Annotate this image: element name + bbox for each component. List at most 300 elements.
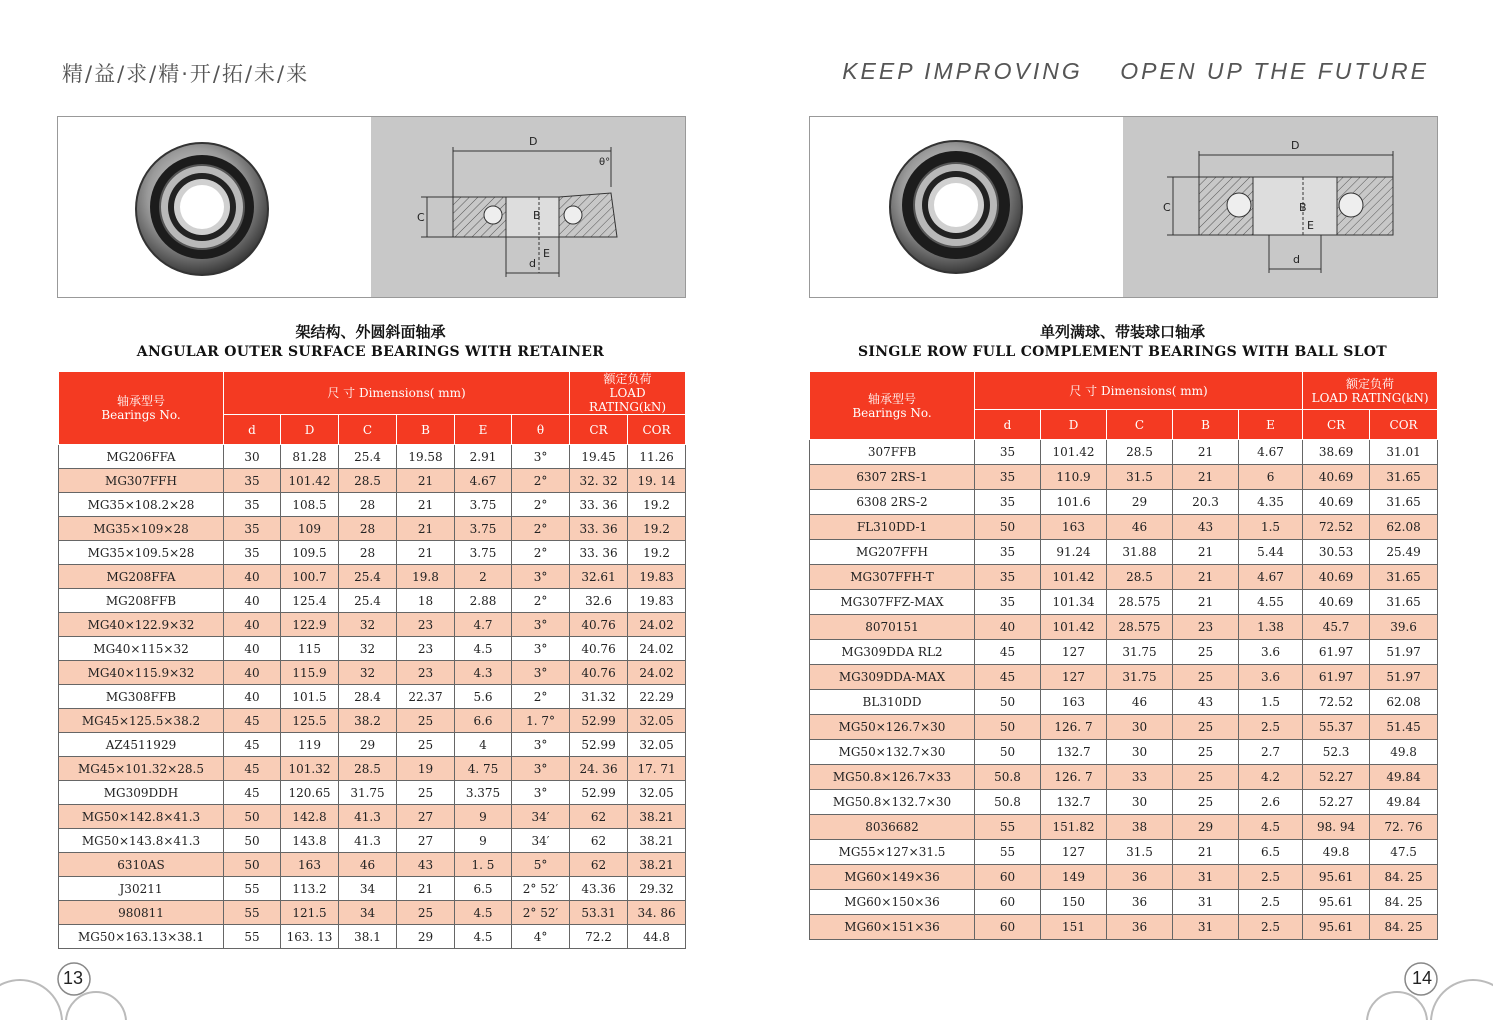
value-cell: 4.35 <box>1239 490 1303 515</box>
value-cell: 46 <box>339 853 397 877</box>
value-cell: 21 <box>1173 840 1239 865</box>
value-cell: 1.38 <box>1239 615 1303 640</box>
bearing-model-cell: MG35×108.2×28 <box>59 493 224 517</box>
value-cell: 45 <box>224 709 281 733</box>
value-cell: 163 <box>1041 515 1107 540</box>
value-cell: 2.6 <box>1239 790 1303 815</box>
column-header: B <box>1173 410 1239 440</box>
value-cell: 31 <box>1173 865 1239 890</box>
value-cell: 21 <box>397 541 455 565</box>
bearing-model-cell: MG307FFH <box>59 469 224 493</box>
right-page <box>746 0 1493 1020</box>
value-cell: 60 <box>975 865 1041 890</box>
value-cell: 49.8 <box>1303 840 1370 865</box>
value-cell: 125.4 <box>281 589 339 613</box>
bearing-model-cell: MG50.8×132.7×30 <box>810 790 975 815</box>
value-cell: 52.27 <box>1303 790 1370 815</box>
value-cell: 3° <box>512 661 570 685</box>
value-cell: 40.76 <box>570 661 628 685</box>
value-cell: 2° 52′ <box>512 901 570 925</box>
value-cell: 30.53 <box>1303 540 1370 565</box>
value-cell: 132.7 <box>1041 740 1107 765</box>
header-slogan-cn: 精/益/求/精·开/拓/未/来 <box>62 62 310 86</box>
value-cell: 3° <box>512 637 570 661</box>
label-B: B <box>1299 201 1307 214</box>
header-dimensions: 尺 寸 Dimensions( mm) <box>224 372 570 415</box>
value-cell: 98. 94 <box>1303 815 1370 840</box>
value-cell: 9 <box>455 805 512 829</box>
value-cell: 36 <box>1107 890 1173 915</box>
value-cell: 21 <box>1173 540 1239 565</box>
value-cell: 25.49 <box>1370 540 1438 565</box>
value-cell: 2° <box>512 469 570 493</box>
bearing-model-cell: MG206FFA <box>59 445 224 469</box>
value-cell: 35 <box>975 590 1041 615</box>
table-row <box>810 840 1438 865</box>
value-cell: 2° 52′ <box>512 877 570 901</box>
value-cell: 29 <box>339 733 397 757</box>
bearing-model-cell: 8070151 <box>810 615 975 640</box>
bearing-model-cell: MG45×125.5×38.2 <box>59 709 224 733</box>
value-cell: 40.69 <box>1303 490 1370 515</box>
value-cell: 149 <box>1041 865 1107 890</box>
value-cell: 41.3 <box>339 805 397 829</box>
value-cell: 19. 14 <box>628 469 686 493</box>
value-cell: 6.6 <box>455 709 512 733</box>
table-row <box>59 733 686 757</box>
value-cell: 2° <box>512 685 570 709</box>
column-header: D <box>1041 410 1107 440</box>
value-cell: 27 <box>397 829 455 853</box>
bearing-model-cell: MG307FFH-T <box>810 565 975 590</box>
value-cell: 132.7 <box>1041 790 1107 815</box>
value-cell: 1.5 <box>1239 690 1303 715</box>
value-cell: 115 <box>281 637 339 661</box>
value-cell: 28.4 <box>339 685 397 709</box>
table-row <box>59 565 686 589</box>
table-row <box>59 709 686 733</box>
value-cell: 43 <box>1173 515 1239 540</box>
table-row <box>810 815 1438 840</box>
value-cell: 1. 7° <box>512 709 570 733</box>
value-cell: 19.8 <box>397 565 455 589</box>
value-cell: 43 <box>397 853 455 877</box>
value-cell: 5.6 <box>455 685 512 709</box>
value-cell: 2.5 <box>1239 915 1303 940</box>
value-cell: 28.575 <box>1107 615 1173 640</box>
value-cell: 126. 7 <box>1041 715 1107 740</box>
column-header: C <box>1107 410 1173 440</box>
table-row <box>59 445 686 469</box>
value-cell: 52.99 <box>570 709 628 733</box>
value-cell: 38.21 <box>628 829 686 853</box>
value-cell: 40 <box>224 565 281 589</box>
value-cell: 35 <box>975 465 1041 490</box>
column-header: d <box>975 410 1041 440</box>
value-cell: 40.69 <box>1303 565 1370 590</box>
section-title-en: ANGULAR OUTER SURFACE BEARINGS WITH RETAINER <box>136 344 605 360</box>
value-cell: 32 <box>339 613 397 637</box>
value-cell: 21 <box>1173 565 1239 590</box>
table-row <box>59 853 686 877</box>
value-cell: 25 <box>1173 765 1239 790</box>
value-cell: 101.5 <box>281 685 339 709</box>
value-cell: 23 <box>397 661 455 685</box>
table-row <box>810 890 1438 915</box>
value-cell: 19.58 <box>397 445 455 469</box>
value-cell: 31.65 <box>1370 465 1438 490</box>
table-row <box>810 715 1438 740</box>
column-header: θ <box>512 415 570 445</box>
value-cell: 52.27 <box>1303 765 1370 790</box>
column-header: COR <box>1370 410 1438 440</box>
value-cell: 19 <box>397 757 455 781</box>
value-cell: 28 <box>339 541 397 565</box>
value-cell: 29.32 <box>628 877 686 901</box>
column-header: CR <box>1303 410 1370 440</box>
value-cell: 127 <box>1041 665 1107 690</box>
value-cell: 40 <box>224 637 281 661</box>
value-cell: 50 <box>975 740 1041 765</box>
value-cell: 4.5 <box>455 637 512 661</box>
value-cell: 2° <box>512 541 570 565</box>
value-cell: 62 <box>570 805 628 829</box>
value-cell: 31 <box>1173 890 1239 915</box>
value-cell: 4.5 <box>455 925 512 949</box>
value-cell: 101.42 <box>1041 440 1107 465</box>
bearing-cross-section-drawing <box>371 117 685 297</box>
bearing-model-cell: 6307 2RS-1 <box>810 465 975 490</box>
value-cell: 51.45 <box>1370 715 1438 740</box>
table-row <box>810 540 1438 565</box>
value-cell: 5.44 <box>1239 540 1303 565</box>
value-cell: 23 <box>1173 615 1239 640</box>
bearing-model-cell: MG45×101.32×28.5 <box>59 757 224 781</box>
value-cell: 36 <box>1107 865 1173 890</box>
value-cell: 4.7 <box>455 613 512 637</box>
value-cell: 61.97 <box>1303 665 1370 690</box>
section-title-cn: 单列满球、带装球口轴承 <box>1039 323 1205 341</box>
bearing-model-cell: MG55×127×31.5 <box>810 840 975 865</box>
value-cell: 45.7 <box>1303 615 1370 640</box>
table-row <box>810 665 1438 690</box>
bearing-model-cell: MG50×143.8×41.3 <box>59 829 224 853</box>
bearing-model-cell: MG208FFA <box>59 565 224 589</box>
table-row <box>59 613 686 637</box>
value-cell: 38.21 <box>628 853 686 877</box>
value-cell: 2.5 <box>1239 715 1303 740</box>
value-cell: 126. 7 <box>1041 765 1107 790</box>
bearing-model-cell: MG40×115×32 <box>59 637 224 661</box>
header-load-rating: 额定负荷 LOAD RATING(kN) <box>1303 372 1438 410</box>
value-cell: 32 <box>339 661 397 685</box>
table-row <box>59 685 686 709</box>
value-cell: 45 <box>224 781 281 805</box>
table-row <box>59 661 686 685</box>
label-D: D <box>1291 139 1300 152</box>
bearing-photo <box>58 117 370 297</box>
table-row <box>810 790 1438 815</box>
header-slogan-en: KEEP IMPROVING OPEN UP THE FUTURE <box>842 58 1429 84</box>
value-cell: 55 <box>224 877 281 901</box>
table-row <box>810 490 1438 515</box>
bearing-model-cell: AZ4511929 <box>59 733 224 757</box>
value-cell: 55 <box>975 815 1041 840</box>
value-cell: 6.5 <box>1239 840 1303 865</box>
value-cell: 150 <box>1041 890 1107 915</box>
value-cell: 31.75 <box>339 781 397 805</box>
table-row <box>810 590 1438 615</box>
bearing-model-cell: MG40×115.9×32 <box>59 661 224 685</box>
value-cell: 151 <box>1041 915 1107 940</box>
value-cell: 3° <box>512 781 570 805</box>
header-bearing-no: 轴承型号 Bearings No. <box>59 372 224 445</box>
value-cell: 38.21 <box>628 805 686 829</box>
value-cell: 25 <box>397 733 455 757</box>
page-number: 13 <box>63 968 84 988</box>
table-row <box>59 589 686 613</box>
value-cell: 31.5 <box>1107 465 1173 490</box>
value-cell: 72. 76 <box>1370 815 1438 840</box>
bearing-model-cell: J30211 <box>59 877 224 901</box>
value-cell: 2° <box>512 589 570 613</box>
bearing-model-cell: MG60×149×36 <box>810 865 975 890</box>
value-cell: 163 <box>281 853 339 877</box>
value-cell: 151.82 <box>1041 815 1107 840</box>
value-cell: 28 <box>339 517 397 541</box>
value-cell: 30 <box>1107 790 1173 815</box>
value-cell: 40.69 <box>1303 465 1370 490</box>
value-cell: 2.88 <box>455 589 512 613</box>
column-header: E <box>455 415 512 445</box>
value-cell: 21 <box>397 517 455 541</box>
label-C: C <box>417 211 425 224</box>
value-cell: 2° <box>512 493 570 517</box>
value-cell: 22.37 <box>397 685 455 709</box>
value-cell: 41.3 <box>339 829 397 853</box>
table-row <box>810 615 1438 640</box>
value-cell: 45 <box>224 757 281 781</box>
value-cell: 109.5 <box>281 541 339 565</box>
bearing-model-cell: 6310AS <box>59 853 224 877</box>
value-cell: 50 <box>975 715 1041 740</box>
value-cell: 31.65 <box>1370 490 1438 515</box>
value-cell: 6 <box>1239 465 1303 490</box>
value-cell: 163. 13 <box>281 925 339 949</box>
value-cell: 40 <box>224 685 281 709</box>
value-cell: 5° <box>512 853 570 877</box>
value-cell: 45 <box>975 640 1041 665</box>
value-cell: 40 <box>224 613 281 637</box>
value-cell: 28 <box>339 493 397 517</box>
value-cell: 38 <box>1107 815 1173 840</box>
value-cell: 3.375 <box>455 781 512 805</box>
value-cell: 40.69 <box>1303 590 1370 615</box>
value-cell: 100.7 <box>281 565 339 589</box>
value-cell: 121.5 <box>281 901 339 925</box>
column-header: d <box>224 415 281 445</box>
value-cell: 2 <box>455 565 512 589</box>
value-cell: 4.5 <box>1239 815 1303 840</box>
value-cell: 25 <box>397 781 455 805</box>
value-cell: 35 <box>975 490 1041 515</box>
value-cell: 31.5 <box>1107 840 1173 865</box>
value-cell: 53.31 <box>570 901 628 925</box>
value-cell: 31.65 <box>1370 590 1438 615</box>
value-cell: 32.05 <box>628 733 686 757</box>
value-cell: 113.2 <box>281 877 339 901</box>
bearing-model-cell: MG309DDH <box>59 781 224 805</box>
value-cell: 23 <box>397 637 455 661</box>
value-cell: 17. 71 <box>628 757 686 781</box>
value-cell: 31.01 <box>1370 440 1438 465</box>
value-cell: 3° <box>512 757 570 781</box>
bearing-model-cell: BL310DD <box>810 690 975 715</box>
value-cell: 3° <box>512 733 570 757</box>
value-cell: 46 <box>1107 690 1173 715</box>
header-dimensions: 尺 寸 Dimensions( mm) <box>975 372 1303 410</box>
value-cell: 3° <box>512 565 570 589</box>
value-cell: 24.02 <box>628 661 686 685</box>
bearing-model-cell: 307FFB <box>810 440 975 465</box>
value-cell: 101.42 <box>1041 615 1107 640</box>
value-cell: 95.61 <box>1303 915 1370 940</box>
value-cell: 31.88 <box>1107 540 1173 565</box>
table-row <box>810 565 1438 590</box>
bearing-model-cell: MG308FFB <box>59 685 224 709</box>
value-cell: 40 <box>224 589 281 613</box>
value-cell: 36 <box>1107 915 1173 940</box>
value-cell: 4° <box>512 925 570 949</box>
value-cell: 51.97 <box>1370 640 1438 665</box>
value-cell: 24.02 <box>628 637 686 661</box>
value-cell: 34′ <box>512 805 570 829</box>
value-cell: 43 <box>1173 690 1239 715</box>
value-cell: 50.8 <box>975 790 1041 815</box>
value-cell: 34 <box>339 901 397 925</box>
value-cell: 25 <box>1173 740 1239 765</box>
value-cell: 19.45 <box>570 445 628 469</box>
bearing-model-cell: MG309DDA RL2 <box>810 640 975 665</box>
value-cell: 6.5 <box>455 877 512 901</box>
table-row <box>59 877 686 901</box>
table-row <box>59 757 686 781</box>
value-cell: 33. 36 <box>570 517 628 541</box>
value-cell: 38.69 <box>1303 440 1370 465</box>
label-d: d <box>529 257 536 270</box>
value-cell: 60 <box>975 915 1041 940</box>
value-cell: 2.7 <box>1239 740 1303 765</box>
column-header: D <box>281 415 339 445</box>
bearing-model-cell: MG50×142.8×41.3 <box>59 805 224 829</box>
value-cell: 72.2 <box>570 925 628 949</box>
table-row <box>810 915 1438 940</box>
bearing-model-cell: MG40×122.9×32 <box>59 613 224 637</box>
value-cell: 61.97 <box>1303 640 1370 665</box>
value-cell: 40.76 <box>570 613 628 637</box>
label-B: B <box>533 209 541 222</box>
value-cell: 109 <box>281 517 339 541</box>
value-cell: 28.5 <box>339 469 397 493</box>
bearing-model-cell: 8036682 <box>810 815 975 840</box>
table-row <box>810 765 1438 790</box>
table-row <box>810 515 1438 540</box>
value-cell: 115.9 <box>281 661 339 685</box>
column-header: CR <box>570 415 628 445</box>
value-cell: 101.42 <box>281 469 339 493</box>
bearing-model-cell: MG309DDA-MAX <box>810 665 975 690</box>
label-C: C <box>1163 201 1171 214</box>
bearing-spec-table <box>809 371 1438 940</box>
value-cell: 62 <box>570 829 628 853</box>
label-E: E <box>543 247 550 260</box>
value-cell: 19.2 <box>628 493 686 517</box>
value-cell: 38.1 <box>339 925 397 949</box>
value-cell: 40 <box>975 615 1041 640</box>
value-cell: 30 <box>1107 715 1173 740</box>
table-row <box>810 865 1438 890</box>
label-angle: θ° <box>599 157 611 168</box>
column-header: E <box>1239 410 1303 440</box>
header-load-rating: 额定负荷 LOAD RATING(kN) <box>570 372 686 415</box>
value-cell: 2.5 <box>1239 865 1303 890</box>
value-cell: 47.5 <box>1370 840 1438 865</box>
label-E: E <box>1307 219 1314 232</box>
page-number: 14 <box>1412 968 1433 988</box>
bearing-spec-table <box>58 371 686 949</box>
table-row <box>59 805 686 829</box>
bearing-model-cell: MG50.8×126.7×33 <box>810 765 975 790</box>
value-cell: 101.32 <box>281 757 339 781</box>
table-row <box>810 740 1438 765</box>
bearing-model-cell: MG35×109×28 <box>59 517 224 541</box>
value-cell: 55 <box>224 925 281 949</box>
value-cell: 18 <box>397 589 455 613</box>
value-cell: 21 <box>397 877 455 901</box>
section-title-cn: 架结构、外圆斜面轴承 <box>295 323 446 341</box>
bearing-model-cell: MG50×163.13×38.1 <box>59 925 224 949</box>
label-d: d <box>1293 253 1300 266</box>
value-cell: 25 <box>397 709 455 733</box>
value-cell: 24. 36 <box>570 757 628 781</box>
value-cell: 52.3 <box>1303 740 1370 765</box>
value-cell: 50 <box>224 853 281 877</box>
value-cell: 60 <box>975 890 1041 915</box>
value-cell: 55 <box>224 901 281 925</box>
value-cell: 30 <box>1107 740 1173 765</box>
value-cell: 101.34 <box>1041 590 1107 615</box>
value-cell: 28.5 <box>339 757 397 781</box>
value-cell: 101.6 <box>1041 490 1107 515</box>
value-cell: 25 <box>397 901 455 925</box>
value-cell: 84. 25 <box>1370 865 1438 890</box>
table-row <box>59 925 686 949</box>
value-cell: 127 <box>1041 840 1107 865</box>
value-cell: 55.37 <box>1303 715 1370 740</box>
value-cell: 4.67 <box>1239 565 1303 590</box>
value-cell: 91.24 <box>1041 540 1107 565</box>
value-cell: 49.84 <box>1370 765 1438 790</box>
table-row <box>810 690 1438 715</box>
value-cell: 2.5 <box>1239 890 1303 915</box>
value-cell: 32.6 <box>570 589 628 613</box>
value-cell: 28.5 <box>1107 440 1173 465</box>
value-cell: 72.52 <box>1303 515 1370 540</box>
value-cell: 40 <box>224 661 281 685</box>
value-cell: 35 <box>975 440 1041 465</box>
value-cell: 21 <box>1173 590 1239 615</box>
value-cell: 21 <box>397 493 455 517</box>
